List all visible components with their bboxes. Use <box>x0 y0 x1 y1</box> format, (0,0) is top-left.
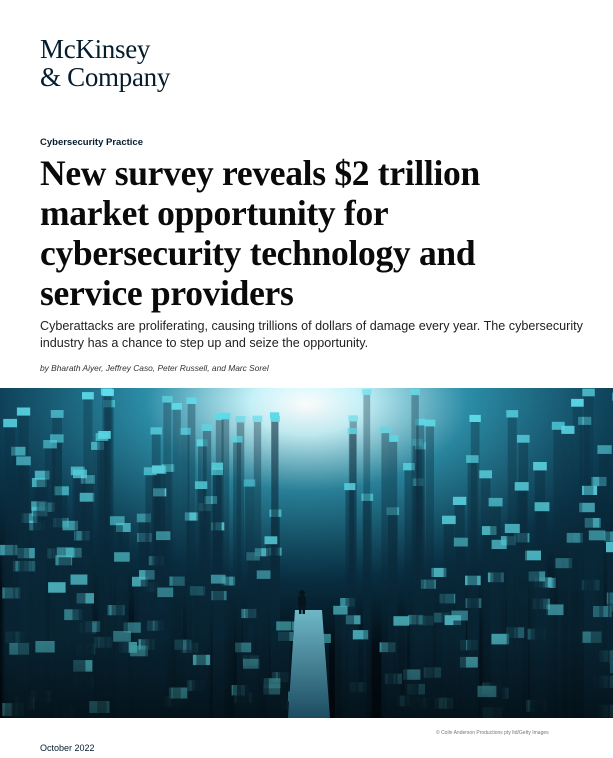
report-title: New survey reveals $2 trillion market opportunity for cybersecurity technology and service providers <box>40 153 480 313</box>
hero-image <box>0 388 613 718</box>
company-logo <box>40 35 170 91</box>
practice-label: Cybersecurity Practice <box>40 137 143 148</box>
logo-line-2: & Company <box>40 62 171 92</box>
logo-line-1: McKinsey <box>40 34 151 64</box>
author-byline: by Bharath Aiyer, Jeffrey Caso, Peter Russell, and Marc Sorel <box>40 363 269 373</box>
publication-date: October 2022 <box>40 743 95 753</box>
image-credit: © Colin Anderson Productions pty ltd/Getty Images <box>436 730 549 736</box>
report-subtitle: Cyberattacks are proliferating, causing trillions of dollars of damage every year. The cybersecurity industry has a chance to step up and seize the opportunity. <box>40 319 583 350</box>
